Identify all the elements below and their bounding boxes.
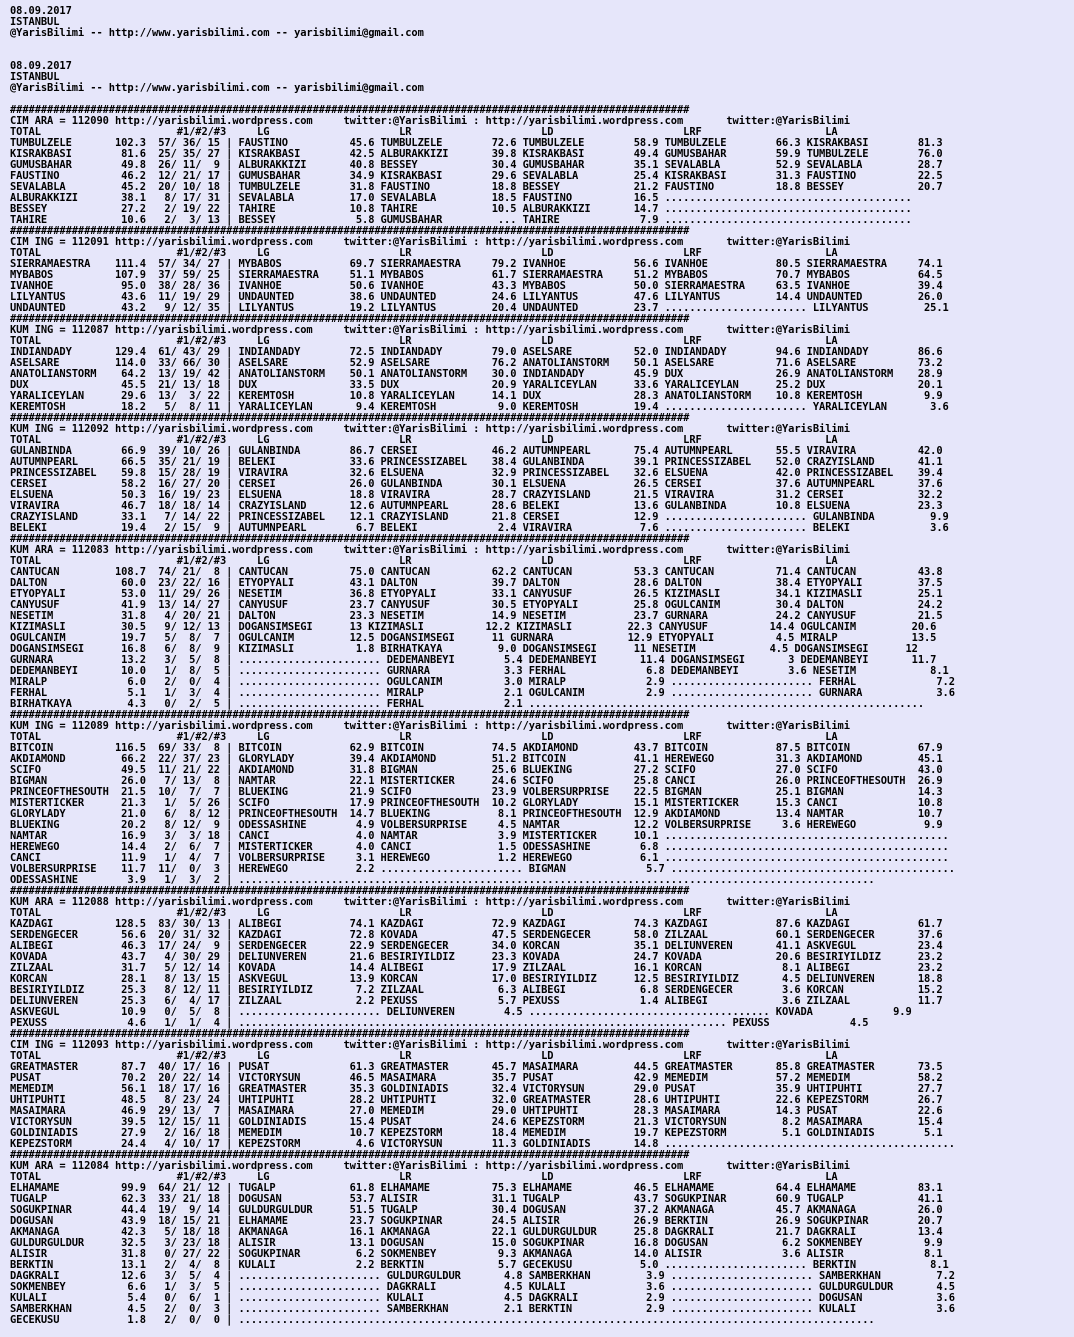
table-row: SERDENGECER 56.6 20/ 31/ 32 | KAZDAGI 72.8 KOVADA 47.5 SERDENGECER 58.0 ZILZAAL 60.1 SERDENGECER 37.6 bbox=[10, 929, 943, 941]
table-row: BLUEKING 20.2 8/ 12/ 9 | ODESSASHINE 4.9 VOLBERSURPRISE 4.5 NAMTAR 12.2 VOLBERSURPRISE 3.6 HEREWEGO 9.9 bbox=[10, 819, 943, 831]
race-block bbox=[10, 1029, 1074, 1150]
race-block bbox=[10, 314, 1074, 413]
table-row: GULANBINDA 66.9 39/ 10/ 26 | GULANBINDA 86.7 CERSEI 46.2 AUTUMNPEARL 75.4 AUTUMNPEARL 55.5 VIRAVIRA 42.0 bbox=[10, 445, 943, 457]
table-row: AKDIAMOND 66.2 22/ 37/ 23 | GLORYLADY 39.4 AKDIAMOND 51.2 BITCOIN 41.1 HEREWEGO 31.3 AKDIAMOND 45.1 bbox=[10, 753, 943, 765]
table-row: YARALICEYLAN 29.6 13/ 3/ 22 | KEREMTOSH 10.8 YARALICEYLAN 14.1 DUX 28.3 ANATOLIANSTORM 10.8 KEREMTOSH 9.9 bbox=[10, 390, 943, 402]
race-title: KUM ARA = 112084 http://yarisbilimi.wordpress.com twitter:@YarisBilimi : http://yarisbilimi.wordpress.com twitter:@YarisBilimi bbox=[10, 1160, 850, 1172]
table-row: GLORYLADY 21.0 6/ 8/ 12 | PRINCEOFTHESOUTH 14.7 BLUEKING 8.1 PRINCEOFTHESOUTH 12.9 AKDIAMOND 13.4 NAMTAR 10.7 bbox=[10, 808, 943, 820]
table-row: TUMBULZELE 102.3 57/ 36/ 15 | FAUSTINO 45.6 TUMBULZELE 72.6 TUMBULZELE 58.9 TUMBULZELE 66.3 KISRAKBASI 81.3 bbox=[10, 137, 943, 149]
table-row: TAHIRE 10.6 2/ 3/ 13 | BESSEY 5.8 GUMUSBAHAR ... TAHIRE 7.9 ........................................ bbox=[10, 214, 912, 226]
table-row: CRAZYISLAND 33.1 7/ 14/ 22 | PRINCESSIZABEL 12.1 CRAZYISLAND 21.8 CERSEI 12.9 ....................... GULANBINDA 9.9 bbox=[10, 511, 949, 523]
table-row: CANCI 11.9 1/ 4/ 7 | VOLBERSURPRISE 3.1 HEREWEGO 1.2 HEREWEGO 6.1 .............................................. bbox=[10, 852, 949, 864]
table-row: ALISIR 31.8 0/ 27/ 22 | SOGUKPINAR 6.2 SOKMENBEY 9.3 AKMANAGA 14.0 ALISIR 3.6 ALISIR 8.1 bbox=[10, 1248, 943, 1260]
separator-line: ############################################################################################################## bbox=[10, 313, 690, 325]
table-row: UHTIPUHTI 48.5 8/ 23/ 24 | UHTIPUHTI 28.2 UHTIPUHTI 32.0 GREATMASTER 28.6 UHTIPUHTI 22.6 KEPEZSTORM 26.7 bbox=[10, 1094, 943, 1106]
table-row: BITCOIN 116.5 69/ 33/ 8 | BITCOIN 62.9 BITCOIN 74.5 AKDIAMOND 43.7 BITCOIN 87.5 BITCOIN 67.9 bbox=[10, 742, 943, 754]
separator-line: ############################################################################################################## bbox=[10, 1149, 690, 1161]
table-row: ALBURAKKIZI 38.1 8/ 17/ 31 | SEVALABLA 17.0 SEVALABLA 18.5 FAUSTINO 16.5 ........................................ bbox=[10, 192, 912, 204]
table-row: ETYOPYALI 53.0 11/ 29/ 26 | NESETIM 36.8 ETYOPYALI 33.1 CANYUSUF 26.5 KIZIMASLI 34.1 KIZIMASLI 25.1 bbox=[10, 588, 943, 600]
table-row: ELSUENA 50.3 16/ 19/ 23 | ELSUENA 18.8 VIRAVIRA 28.7 CRAZYISLAND 21.5 VIRAVIRA 31.2 CERSEI 32.2 bbox=[10, 489, 943, 501]
table-row: DUX 45.5 21/ 13/ 18 | DUX 33.5 DUX 20.9 YARALICEYLAN 33.6 YARALICEYLAN 25.2 DUX 20.1 bbox=[10, 379, 943, 391]
table-row: BIGMAN 26.0 7/ 13/ 8 | NAMTAR 22.1 MISTERTICKER 24.6 SCIFO 25.8 CANCI 26.0 PRINCEOFTHESOUTH 26.9 bbox=[10, 775, 943, 787]
race-block bbox=[10, 534, 1074, 710]
page-header-repeat bbox=[10, 61, 1074, 105]
separator-line bbox=[10, 1326, 1074, 1337]
table-row: GREATMASTER 87.7 40/ 17/ 16 | PUSAT 61.3 GREATMASTER 45.7 MASAIMARA 44.5 GREATMASTER 85.8 GREATMASTER 73.5 bbox=[10, 1061, 943, 1073]
table-row: ELHAMAME 99.9 64/ 21/ 12 | TUGALP 61.8 ELHAMAME 75.3 ELHAMAME 46.5 ELHAMAME 64.4 ELHAMAME 83.1 bbox=[10, 1182, 943, 1194]
separator-line: ############################################################################################################## bbox=[10, 533, 690, 545]
table-row: UNDAUNTED 43.2 9/ 12/ 35 | LILYANTUS 19.2 LILYANTUS 20.4 UNDAUNTED 23.7 ....................... LILYANTUS 25.1 bbox=[10, 302, 949, 314]
race-title: KUM ING = 112087 http://yarisbilimi.wordpress.com twitter:@YarisBilimi : http://yarisbilimi.wordpress.com twitter:@YarisBilimi bbox=[10, 324, 850, 336]
table-row: GUMUSBAHAR 49.8 26/ 11/ 9 | ALBURAKKIZI 40.8 BESSEY 30.4 GUMUSBAHAR 35.1 SEVALABLA 52.9 SEVALABLA 28.7 bbox=[10, 159, 943, 171]
column-headers: TOTAL #1/#2/#3 LG LR LD LRF LA bbox=[10, 247, 838, 259]
table-row: ANATOLIANSTORM 64.2 13/ 19/ 42 | ANATOLIANSTORM 50.1 ANATOLIANSTORM 30.0 INDIANDADY 45.9 DUX 26.9 ANATOLIANSTORM 28.9 bbox=[10, 368, 943, 380]
table-row: FAUSTINO 46.2 12/ 21/ 17 | GUMUSBAHAR 34.9 KISRAKBASI 29.6 SEVALABLA 25.4 KISRAKBASI 31.3 FAUSTINO 22.5 bbox=[10, 170, 943, 182]
table-row: ALIBEGI 46.3 17/ 24/ 9 | SERDENGECER 22.9 SERDENGECER 34.0 KORCAN 35.1 DELIUNVEREN 41.1 ASKVEGUL 23.4 bbox=[10, 940, 943, 952]
table-row: GURNARA 13.2 3/ 5/ 8 | ....................... DEDEMANBEYI 5.4 DEDEMANBEYI 11.4 DOGANSIMSEGI 3 DEDEMANBEYI 11.7 bbox=[10, 654, 937, 666]
table-row: KIZIMASLI 30.5 9/ 12/ 13 | DOGANSIMSEGI 13 KIZIMASLI 12.2 KIZIMASLI 22.3 CANYUSUF 14.4 OGULCANIM 20.6 bbox=[10, 621, 937, 633]
table-row: OGULCANIM 19.7 5/ 8/ 7 | OGULCANIM 12.5 DOGANSIMSEGI 11 GURNARA 12.9 ETYOPYALI 4.5 MIRALP 13.5 bbox=[10, 632, 937, 644]
table-row: VICTORYSUN 39.5 12/ 15/ 11 | GOLDINIADIS 15.4 PUSAT 24.6 KEPEZSTORM 21.3 VICTORYSUN 8.2 MASAIMARA 15.4 bbox=[10, 1116, 943, 1128]
table-row: ZILZAAL 31.7 5/ 12/ 14 | KOVADA 14.4 ALIBEGI 17.9 ZILZAAL 16.1 KORCAN 8.1 ALIBEGI 23.2 bbox=[10, 962, 943, 974]
column-headers: TOTAL #1/#2/#3 LG LR LD LRF LA bbox=[10, 1171, 838, 1183]
table-row: PUSAT 70.2 20/ 22/ 14 | VICTORYSUN 46.5 MASAIMARA 35.7 PUSAT 42.9 MEMEDIM 57.2 MEMEDIM 58.2 bbox=[10, 1072, 943, 1084]
separator-line: ############################################################################################################## bbox=[10, 709, 690, 721]
table-row: INDIANDADY 129.4 61/ 43/ 29 | INDIANDADY 72.5 INDIANDADY 79.0 ASELSARE 52.0 INDIANDADY 94.6 INDIANDADY 86.6 bbox=[10, 346, 943, 358]
race-block bbox=[10, 1150, 1074, 1326]
table-row: SEVALABLA 45.2 20/ 10/ 18 | TUMBULZELE 31.8 FAUSTINO 18.8 BESSEY 21.2 FAUSTINO 18.8 BESSEY 20.7 bbox=[10, 181, 943, 193]
blank-line bbox=[10, 50, 1074, 61]
table-row: SOGUKPINAR 44.4 19/ 9/ 14 | GULDURGULDUR 51.5 TUGALP 30.4 DOGUSAN 37.2 AKMANAGA 45.7 AKMANAGA 26.0 bbox=[10, 1204, 943, 1216]
column-headers: TOTAL #1/#2/#3 LG LR LD LRF LA bbox=[10, 434, 838, 446]
table-row: DAGKRALI 12.6 3/ 5/ 4 | ....................... GULDURGULDUR 4.8 SAMBERKHAN 3.9 ....................... SAMBERKHAN 7.2 bbox=[10, 1270, 955, 1282]
table-row: SOKMENBEY 6.6 1/ 3/ 5 | ....................... DAGKRALI 4.5 KULALI 3.6 ....................... GULDURGULDUR 4.5 bbox=[10, 1281, 955, 1293]
separator-line: ############################################################################################################## bbox=[10, 885, 690, 897]
table-row: ASKVEGUL 10.9 0/ 5/ 8 | ....................... DELIUNVEREN 4.5 ....................................... KOVADA 9.9 bbox=[10, 1006, 912, 1018]
table-row: KORCAN 28.1 8/ 13/ 15 | ASKVEGUL 13.9 KORCAN 17.0 BESIRIYILDIZ 12.5 BESIRIYILDIZ 4.5 DELIUNVEREN 18.8 bbox=[10, 973, 943, 985]
table-row: MASAIMARA 46.9 29/ 13/ 7 | MASAIMARA 27.0 MEMEDIM 29.0 UHTIPUHTI 28.3 MASAIMARA 14.3 PUSAT 22.6 bbox=[10, 1105, 943, 1117]
table-row: MEMEDIM 56.1 18/ 17/ 16 | GREATMASTER 35.3 GOLDINIADIS 32.4 VICTORYSUN 29.0 PUSAT 35.9 UHTIPUHTI 27.7 bbox=[10, 1083, 943, 1095]
race-title: CIM ARA = 112090 http://yarisbilimi.wordpress.com twitter:@YarisBilimi : http://yarisbilimi.wordpress.com twitter:@YarisBilimi bbox=[10, 115, 850, 127]
race-title: KUM ARA = 112083 http://yarisbilimi.wordpress.com twitter:@YarisBilimi : http://yarisbilimi.wordpress.com twitter:@YarisBilimi bbox=[10, 544, 850, 556]
header-contact: @YarisBilimi -- http://www.yarisbilimi.com -- yarisbilimi@gmail.com bbox=[10, 82, 424, 94]
table-row: PRINCEOFTHESOUTH 21.5 10/ 7/ 7 | BLUEKING 21.9 SCIFO 23.9 VOLBERSURPRISE 22.5 BIGMAN 25.1 BIGMAN 14.3 bbox=[10, 786, 943, 798]
table-row: VOLBERSURPRISE 11.7 11/ 0/ 3 | HEREWEGO 2.2 ....................... BIGMAN 5.7 .............................................. bbox=[10, 863, 955, 875]
table-row: SIERRAMAESTRA 111.4 57/ 34/ 27 | MYBABOS 69.7 SIERRAMAESTRA 79.2 IVANHOE 56.6 IVANHOE 80.5 SIERRAMAESTRA 74.1 bbox=[10, 258, 943, 270]
table-row: PRINCESSIZABEL 59.8 15/ 28/ 19 | VIRAVIRA 32.6 ELSUENA 32.9 PRINCESSIZABEL 32.6 ELSUENA 42.0 PRINCESSIZABEL 39.4 bbox=[10, 467, 943, 479]
column-headers: TOTAL #1/#2/#3 LG LR LD LRF LA bbox=[10, 731, 838, 743]
column-headers: TOTAL #1/#2/#3 LG LR LD LRF LA bbox=[10, 1050, 838, 1062]
table-row: NAMTAR 16.9 3/ 3/ 18 | CANCI 4.0 NAMTAR 3.9 MISTERTICKER 10.1 .............................................. bbox=[10, 830, 949, 842]
race-title: KUM ING = 112089 http://yarisbilimi.wordpress.com twitter:@YarisBilimi : http://yarisbilimi.wordpress.com twitter:@YarisBilimi bbox=[10, 720, 850, 732]
table-row: AUTUMNPEARL 66.5 35/ 21/ 19 | BELEKI 33.6 PRINCESSIZABEL 38.4 GULANBINDA 39.1 PRINCESSIZABEL 52.0 CRAZYISLAND 41.1 bbox=[10, 456, 943, 468]
column-headers: TOTAL #1/#2/#3 LG LR LD LRF LA bbox=[10, 907, 838, 919]
table-row: GECEKUSU 1.8 2/ 0/ 0 | ....................................................................................................... bbox=[10, 1314, 875, 1326]
table-row: LILYANTUS 43.6 11/ 19/ 29 | UNDAUNTED 38.6 UNDAUNTED 24.6 LILYANTUS 47.6 LILYANTUS 14.4 UNDAUNTED 26.0 bbox=[10, 291, 943, 303]
table-row: NESETIM 31.8 4/ 20/ 21 | DALTON 23.3 NESETIM 14.9 NESETIM 23.7 GURNARA 24.2 CANYUSUF 21.5 bbox=[10, 610, 943, 622]
table-row: GOLDINIADIS 27.9 2/ 16/ 18 | MEMEDIM 10.7 KEPEZSTORM 18.4 MEMEDIM 19.7 KEPEZSTORM 5.1 GOLDINIADIS 5.1 bbox=[10, 1127, 943, 1139]
table-row: ODESSASHINE 3.9 1/ 3/ 2 | ....................................................................................................... bbox=[10, 874, 875, 886]
page-header-top bbox=[10, 6, 1074, 61]
table-row: BESSEY 27.2 2/ 19/ 22 | TAHIRE 10.8 TAHIRE 10.5 ALBURAKKIZI 14.7 ........................................ bbox=[10, 203, 912, 215]
table-row: MYBABOS 107.9 37/ 59/ 25 | SIERRAMAESTRA 51.1 MYBABOS 61.7 SIERRAMAESTRA 51.2 MYBABOS 70.7 MYBABOS 64.5 bbox=[10, 269, 943, 281]
column-headers: TOTAL #1/#2/#3 LG LR LD LRF LA bbox=[10, 555, 838, 567]
race-block bbox=[10, 886, 1074, 1029]
separator-line: ############################################################################################################## bbox=[10, 104, 690, 116]
table-row: KEREMTOSH 18.2 5/ 8/ 11 | YARALICEYLAN 9.4 KEREMTOSH 9.0 KEREMTOSH 19.4 ....................... YARALICEYLAN 3.6 bbox=[10, 401, 949, 413]
table-row: IVANHOE 95.0 38/ 28/ 36 | IVANHOE 50.6 IVANHOE 43.3 MYBABOS 50.0 SIERRAMAESTRA 63.5 IVANHOE 39.4 bbox=[10, 280, 943, 292]
header-city: ISTANBUL bbox=[10, 16, 60, 28]
header-contact: @YarisBilimi -- http://www.yarisbilimi.com -- yarisbilimi@gmail.com bbox=[10, 27, 424, 39]
table-row: DELIUNVEREN 25.3 6/ 4/ 17 | ZILZAAL 2.2 PEXUSS 5.7 PEXUSS 1.4 ALIBEGI 3.6 ZILZAAL 11.7 bbox=[10, 995, 943, 1007]
race-block bbox=[10, 710, 1074, 886]
table-row: CERSEI 58.2 16/ 27/ 20 | CERSEI 26.0 GULANBINDA 30.1 ELSUENA 26.5 CERSEI 37.6 AUTUMNPEARL 37.6 bbox=[10, 478, 943, 490]
table-row: CANYUSUF 41.9 13/ 14/ 27 | CANYUSUF 23.7 CANYUSUF 30.5 ETYOPYALI 25.8 OGULCANIM 30.4 DALTON 24.2 bbox=[10, 599, 943, 611]
table-row: SAMBERKHAN 4.5 2/ 0/ 3 | ....................... SAMBERKHAN 2.1 BERKTIN 2.9 ....................... KULALI 3.6 bbox=[10, 1303, 955, 1315]
table-row: BIRHATKAYA 4.3 0/ 2/ 5 | ....................... FERHAL 2.1 ................................................................ bbox=[10, 698, 925, 710]
separator-line: ############################################################################################################## bbox=[10, 412, 690, 424]
race-title: KUM ARA = 112088 http://yarisbilimi.wordpress.com twitter:@YarisBilimi : http://yarisbilimi.wordpress.com twitter:@YarisBilimi bbox=[10, 896, 850, 908]
race-title: CIM ING = 112093 http://yarisbilimi.wordpress.com twitter:@YarisBilimi : http://yarisbilimi.wordpress.com twitter:@YarisBilimi bbox=[10, 1039, 850, 1051]
header-city: ISTANBUL bbox=[10, 71, 60, 83]
separator-line: ############################################################################################################## bbox=[10, 225, 690, 237]
table-row: AKMANAGA 42.3 5/ 18/ 18 | AKMANAGA 16.1 AKMANAGA 22.1 GULDURGULDUR 25.8 DAGKRALI 21.7 DAGKRALI 13.4 bbox=[10, 1226, 943, 1238]
table-row: HEREWEGO 14.4 2/ 6/ 7 | MISTERTICKER 4.0 CANCI 1.5 ODESSASHINE 6.8 .............................................. bbox=[10, 841, 949, 853]
table-row: MIRALP 6.0 2/ 0/ 4 | ....................... OGULCANIM 3.0 MIRALP 2.9 ....................... FERHAL 7.2 bbox=[10, 676, 955, 688]
table-row: KISRAKBASI 81.6 25/ 35/ 27 | KISRAKBASI 42.5 ALBURAKKIZI 39.8 KISRAKBASI 49.4 GUMUSBAHAR 59.9 TUMBULZELE 76.0 bbox=[10, 148, 943, 160]
table-row: PEXUSS 4.6 1/ 1/ 4 | ............................................................................... PEXUSS 4.5 bbox=[10, 1017, 869, 1029]
table-row: KOVADA 43.7 4/ 30/ 29 | DELIUNVEREN 21.6 BESIRIYILDIZ 23.3 KOVADA 24.7 KOVADA 20.6 BESIRIYILDIZ 23.2 bbox=[10, 951, 943, 963]
table-row: KEPEZSTORM 24.4 4/ 10/ 17 | KEPEZSTORM 4.6 VICTORYSUN 11.3 GOLDINIADIS 14.8 ............................................... bbox=[10, 1138, 955, 1150]
table-row: MISTERTICKER 21.3 1/ 5/ 26 | SCIFO 17.9 PRINCEOFTHESOUTH 10.2 GLORYLADY 15.1 MISTERTICKER 15.3 CANCI 10.8 bbox=[10, 797, 943, 809]
table-row: GULDURGULDUR 32.5 3/ 23/ 18 | ALISIR 13.1 DOGUSAN 15.0 SOGUKPINAR 16.8 DOGUSAN 6.2 SOKMENBEY 9.9 bbox=[10, 1237, 943, 1249]
table-row: CANTUCAN 108.7 74/ 21/ 8 | CANTUCAN 75.0 CANTUCAN 62.2 CANTUCAN 53.3 CANTUCAN 71.4 CANTUCAN 43.8 bbox=[10, 566, 943, 578]
table-row: TUGALP 62.3 33/ 21/ 18 | DOGUSAN 53.7 ALISIR 31.1 TUGALP 43.7 SOGUKPINAR 60.9 TUGALP 41.1 bbox=[10, 1193, 943, 1205]
table-row: SCIFO 49.5 11/ 21/ 22 | AKDIAMOND 31.8 BIGMAN 25.6 BLUEKING 27.2 SCIFO 27.0 SCIFO 43.0 bbox=[10, 764, 943, 776]
table-row: DOGANSIMSEGI 16.8 6/ 8/ 9 | KIZIMASLI 1.8 BIRHATKAYA 9.0 DOGANSIMSEGI 11 NESETIM 4.5 DOGANSIMSEGI 12 bbox=[10, 643, 918, 655]
race-blocks bbox=[10, 105, 1074, 1337]
table-row: KULALI 5.4 0/ 6/ 1 | ....................... KULALI 4.5 DAGKRALI 2.9 ....................... DOGUSAN 3.6 bbox=[10, 1292, 955, 1304]
table-row: DOGUSAN 43.9 18/ 15/ 21 | ELHAMAME 23.7 SOGUKPINAR 24.5 ALISIR 26.9 BERKTIN 26.9 SOGUKPINAR 20.7 bbox=[10, 1215, 943, 1227]
table-row: DALTON 60.0 23/ 22/ 16 | ETYOPYALI 43.1 DALTON 39.7 DALTON 28.6 DALTON 38.4 ETYOPYALI 37.5 bbox=[10, 577, 943, 589]
table-row: BELEKI 19.4 2/ 15/ 9 | AUTUMNPEARL 6.7 BELEKI 2.4 VIRAVIRA 7.6 ....................... BELEKI 3.6 bbox=[10, 522, 949, 534]
table-row: BESIRIYILDIZ 25.3 8/ 12/ 11 | BESIRIYILDIZ 7.2 ZILZAAL 6.3 ALIBEGI 6.8 SERDENGECER 3.6 KORCAN 15.2 bbox=[10, 984, 943, 996]
race-title: CIM ING = 112091 http://yarisbilimi.wordpress.com twitter:@YarisBilimi : http://yarisbilimi.wordpress.com twitter:@YarisBilimi bbox=[10, 236, 850, 248]
table-row: BERKTIN 13.1 2/ 4/ 8 | KULALI 2.2 BERKTIN 5.7 GECEKUSU 5.0 ....................... BERKTIN 8.1 bbox=[10, 1259, 949, 1271]
header-date: 08.09.2017 bbox=[10, 5, 72, 17]
column-headers: TOTAL #1/#2/#3 LG LR LD LRF LA bbox=[10, 126, 838, 138]
table-row: DEDEMANBEYI 10.0 1/ 8/ 5 | ....................... GURNARA 3.3 FERHAL 6.8 DEDEMANBEYI 3.6 NESETIM 8.1 bbox=[10, 665, 949, 677]
race-block bbox=[10, 226, 1074, 314]
header-date: 08.09.2017 bbox=[10, 60, 72, 72]
column-headers: TOTAL #1/#2/#3 LG LR LD LRF LA bbox=[10, 335, 838, 347]
race-block bbox=[10, 413, 1074, 534]
blank-line bbox=[10, 39, 1074, 50]
table-row: VIRAVIRA 46.7 18/ 18/ 14 | CRAZYISLAND 12.6 AUTUMNPEARL 28.6 BELEKI 13.6 GULANBINDA 10.8 ELSUENA 23.3 bbox=[10, 500, 943, 512]
table-row: ASELSARE 114.0 33/ 66/ 30 | ASELSARE 52.9 ASELSARE 76.2 ANATOLIANSTORM 50.1 ASELSARE 71.6 ASELSARE 73.2 bbox=[10, 357, 943, 369]
race-block bbox=[10, 105, 1074, 226]
separator-line: ############################################################################################################## bbox=[10, 1028, 690, 1040]
table-row: FERHAL 5.1 1/ 3/ 4 | ....................... MIRALP 2.1 OGULCANIM 2.9 ....................... GURNARA 3.6 bbox=[10, 687, 955, 699]
race-title: KUM ING = 112092 http://yarisbilimi.wordpress.com twitter:@YarisBilimi : http://yarisbilimi.wordpress.com twitter:@YarisBilimi bbox=[10, 423, 850, 435]
table-row: KAZDAGI 128.5 83/ 30/ 13 | ALIBEGI 74.1 KAZDAGI 72.9 KAZDAGI 74.3 KAZDAGI 87.6 KAZDAGI 61.7 bbox=[10, 918, 943, 930]
